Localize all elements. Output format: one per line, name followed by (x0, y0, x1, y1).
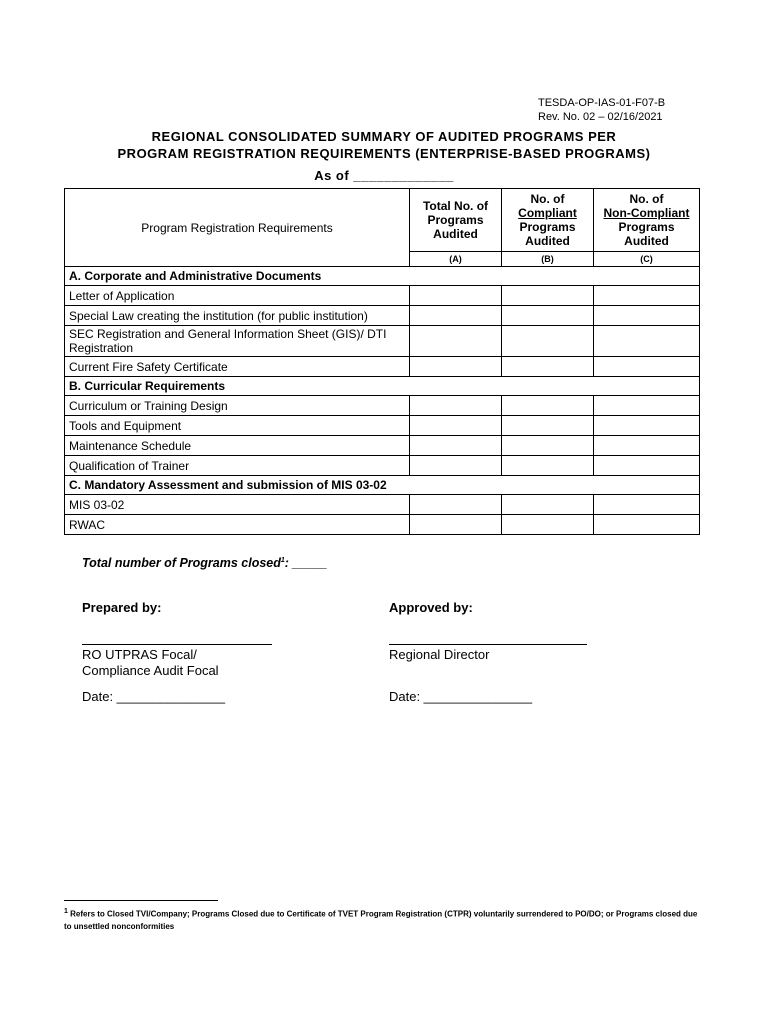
cell-compliant[interactable] (502, 286, 594, 306)
cell-compliant[interactable] (502, 515, 594, 535)
prepared-by-label: Prepared by: (82, 600, 162, 615)
column-letter-b: (B) (502, 252, 594, 267)
table-row (65, 286, 700, 306)
table-header-row (65, 189, 700, 252)
section-title-b: B. Curricular Requirements (65, 377, 700, 396)
table-row (65, 396, 700, 416)
column-letter-a: (A) (410, 252, 502, 267)
header-total-label: Total No. of Programs Audited (422, 199, 489, 241)
cell-total[interactable] (410, 286, 502, 306)
form-revision: Rev. No. 02 – 02/16/2021 (538, 111, 663, 123)
cell-compliant[interactable] (502, 306, 594, 326)
prepared-date: Date: _______________ (82, 689, 226, 704)
requirements-table (64, 188, 700, 535)
title-line-2: PROGRAM REGISTRATION REQUIREMENTS (ENTERPRISE-BASED PROGRAMS) (117, 146, 651, 161)
cell-total[interactable] (410, 495, 502, 515)
footnote-ref: 1 (280, 556, 285, 564)
table-row (65, 436, 700, 456)
row-label: MIS 03-02 (65, 495, 410, 515)
table-row (65, 456, 700, 476)
approved-by-block (389, 600, 587, 705)
table-row (65, 326, 700, 357)
approved-signature-line[interactable] (389, 636, 587, 645)
title-line-1: REGIONAL CONSOLIDATED SUMMARY OF AUDITED PROGRAMS PER (151, 129, 617, 144)
cell-noncompliant[interactable] (594, 416, 700, 436)
section-title-c: C. Mandatory Assessment and submission of MIS 03-02 (65, 476, 700, 495)
cell-compliant[interactable] (502, 416, 594, 436)
row-label: Letter of Application (65, 286, 410, 306)
form-code-number: TESDA-OP-IAS-01-F07-B (538, 97, 666, 109)
footnote-text: Refers to Closed TVI/Company; Programs Closed due to Certificate of TVET Program Registration (CTPR) voluntarily surrendered to PO/DO; or Programs closed due to unsettled nonconformities (64, 909, 698, 931)
approved-name-line-1: Regional Director (389, 647, 490, 662)
table-row (65, 306, 700, 326)
prepared-by-block (82, 600, 272, 705)
section-row-b (65, 377, 700, 396)
header-noncompliant-suffix: Programs Audited (618, 220, 675, 248)
header-requirements (65, 189, 410, 267)
section-row-c (65, 476, 700, 495)
footnote-divider (64, 900, 218, 901)
row-label: Maintenance Schedule (65, 436, 410, 456)
cell-noncompliant[interactable] (594, 326, 700, 357)
row-label: Current Fire Safety Certificate (65, 357, 410, 377)
cell-total[interactable] (410, 515, 502, 535)
header-noncompliant-prefix: No. of (629, 192, 664, 206)
programs-closed-blank: : _____ (284, 556, 328, 570)
cell-noncompliant[interactable] (594, 436, 700, 456)
prepared-name-line-1: RO UTPRAS Focal/ (82, 647, 197, 662)
prepared-signature-line[interactable] (82, 636, 272, 645)
prepared-name-line-2: Compliance Audit Focal (82, 663, 219, 678)
section-title-a: A. Corporate and Administrative Documents (65, 267, 700, 286)
table-row (65, 357, 700, 377)
form-code (538, 96, 665, 124)
table-row (65, 515, 700, 535)
approved-spacer (389, 663, 587, 679)
cell-compliant[interactable] (502, 396, 594, 416)
row-label: Qualification of Trainer (65, 456, 410, 476)
footnote-number: 1 (64, 908, 68, 915)
cell-total[interactable] (410, 416, 502, 436)
header-requirements-label: Program Registration Requirements (141, 220, 333, 235)
programs-closed-line (82, 556, 327, 570)
header-total (410, 189, 502, 252)
section-row-a (65, 267, 700, 286)
row-label: RWAC (65, 515, 410, 535)
header-compliant-prefix: No. of (530, 192, 565, 206)
cell-noncompliant[interactable] (594, 396, 700, 416)
cell-total[interactable] (410, 436, 502, 456)
cell-total[interactable] (410, 326, 502, 357)
header-noncompliant (594, 189, 700, 252)
header-compliant-suffix: Programs Audited (519, 220, 576, 248)
header-noncompliant-mid: Non-Compliant (603, 206, 690, 220)
cell-noncompliant[interactable] (594, 515, 700, 535)
header-compliant-mid: Compliant (518, 206, 577, 220)
row-label: Special Law creating the institution (for public institution) (65, 306, 410, 326)
cell-noncompliant[interactable] (594, 306, 700, 326)
cell-noncompliant[interactable] (594, 495, 700, 515)
cell-compliant[interactable] (502, 436, 594, 456)
approved-by-label: Approved by: (389, 600, 473, 615)
row-label: Tools and Equipment (65, 416, 410, 436)
cell-compliant[interactable] (502, 357, 594, 377)
programs-closed-label: Total number of Programs closed (82, 556, 281, 570)
cell-compliant[interactable] (502, 495, 594, 515)
table-row (65, 416, 700, 436)
footnote (64, 906, 704, 933)
cell-total[interactable] (410, 396, 502, 416)
approved-date: Date: _______________ (389, 689, 533, 704)
column-letter-c: (C) (594, 252, 700, 267)
document-title (0, 128, 768, 162)
cell-compliant[interactable] (502, 326, 594, 357)
cell-total[interactable] (410, 456, 502, 476)
cell-total[interactable] (410, 357, 502, 377)
cell-noncompliant[interactable] (594, 286, 700, 306)
row-label: Curriculum or Training Design (65, 396, 410, 416)
cell-total[interactable] (410, 306, 502, 326)
cell-noncompliant[interactable] (594, 357, 700, 377)
as-of-date: As of _____________ (314, 168, 454, 183)
table-row (65, 495, 700, 515)
header-compliant (502, 189, 594, 252)
row-label: SEC Registration and General Information Sheet (GIS)/ DTI Registration (65, 326, 410, 357)
cell-compliant[interactable] (502, 456, 594, 476)
cell-noncompliant[interactable] (594, 456, 700, 476)
